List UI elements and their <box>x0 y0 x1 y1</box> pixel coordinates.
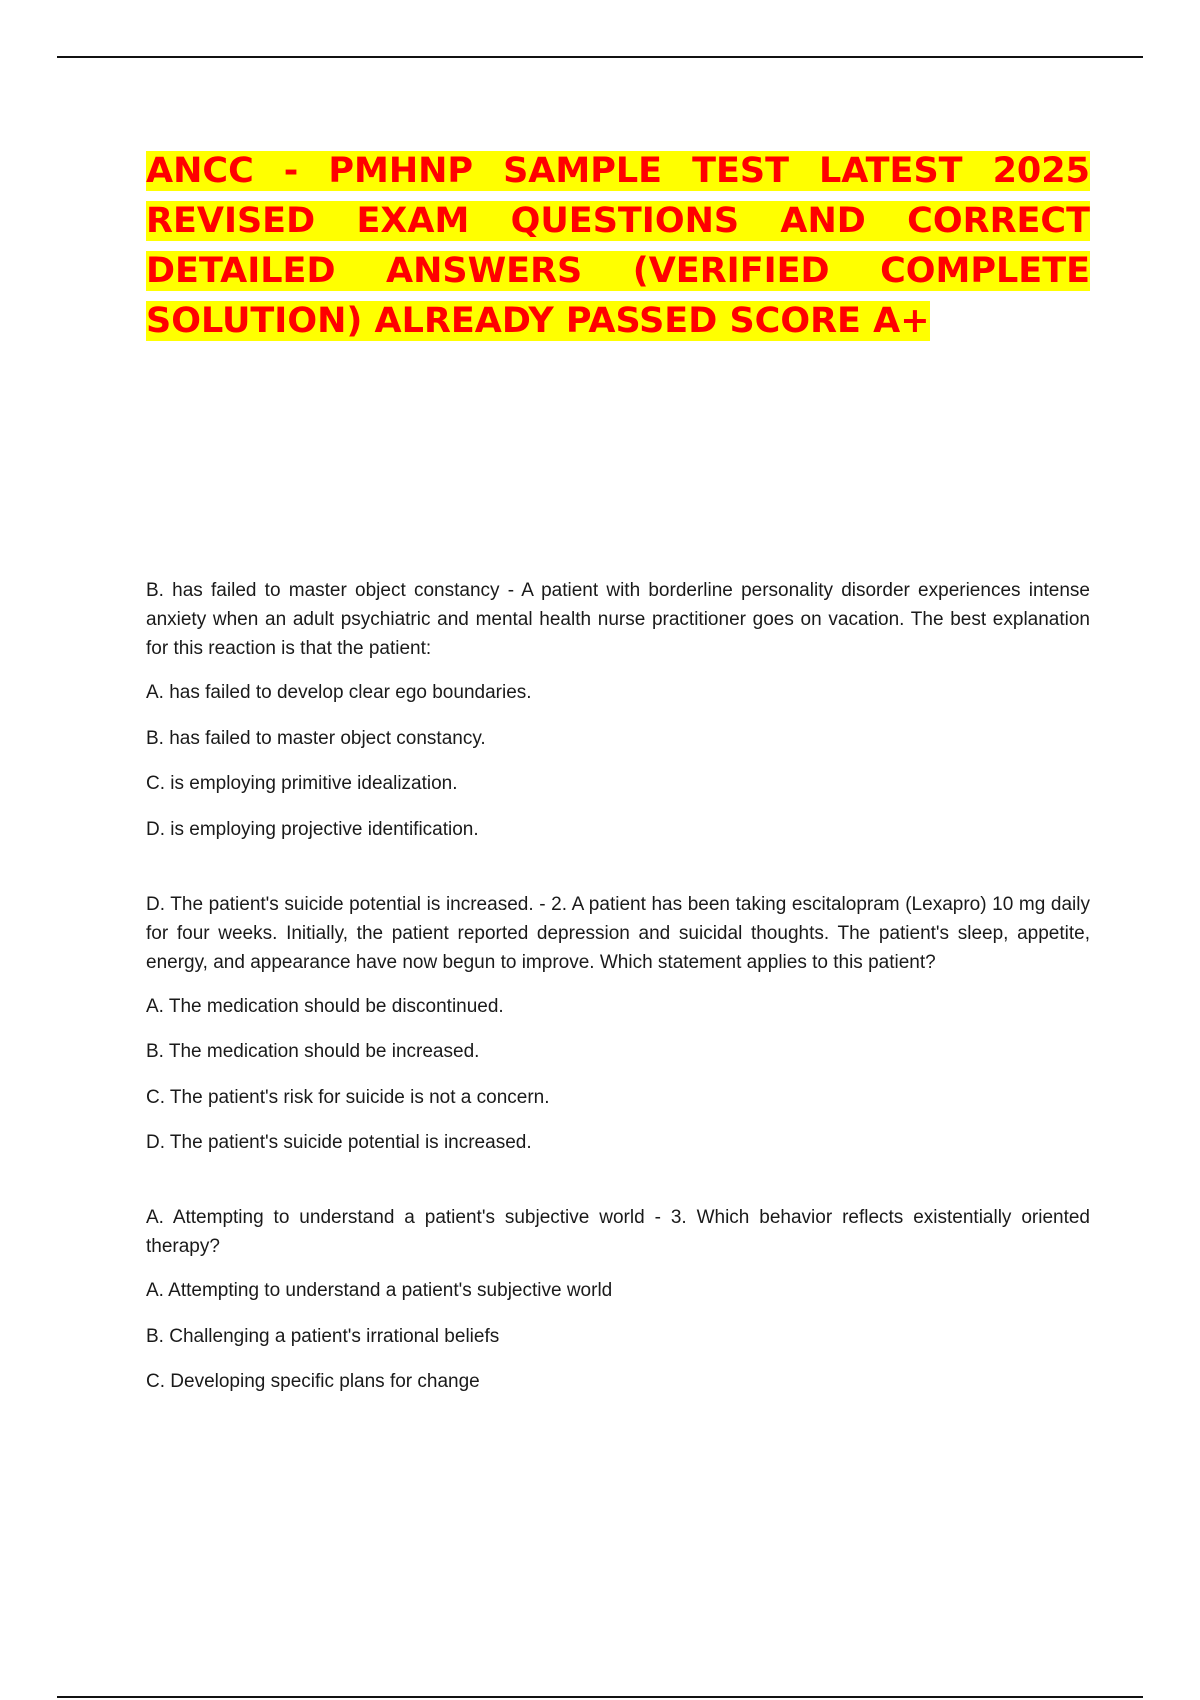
question-1 <box>146 576 1090 844</box>
answer-option: D. is employing projective identification. <box>146 818 479 840</box>
answer-options <box>146 992 1090 1158</box>
document-title <box>146 146 1090 346</box>
bottom-rule <box>57 1696 1143 1698</box>
answer-option: C. The patient's risk for suicide is not a concern. <box>146 1086 550 1108</box>
question-stem: D. The patient's suicide potential is increased. - 2. A patient has been taking escitalopram (Lexapro) 10 mg daily for four weeks. Initially, the patient reported depression and suicidal thoughts. The patient's sleep, appetite, energy, and appearance have now begun to improve. Which statement applies to this patient? <box>146 893 1090 973</box>
answer-options <box>146 678 1090 844</box>
answer-option: A. has failed to develop clear ego boundaries. <box>146 682 532 703</box>
question-2 <box>146 890 1090 1158</box>
question-3 <box>146 1203 1090 1396</box>
question-stem: A. Attempting to understand a patient's subjective world - 3. Which behavior reflects existentially oriented therapy? <box>146 1207 1090 1257</box>
answer-option: C. Developing specific plans for change <box>146 1371 480 1392</box>
answer-option: A. The medication should be discontinued. <box>146 995 504 1017</box>
answer-option: A. Attempting to understand a patient's subjective world <box>146 1280 613 1301</box>
answer-option: C. is employing primitive idealization. <box>146 773 458 794</box>
answer-options <box>146 1276 1090 1396</box>
question-list <box>146 576 1090 1396</box>
answer-option: D. The patient's suicide potential is increased. <box>146 1132 532 1153</box>
answer-option: B. Challenging a patient's irrational beliefs <box>146 1325 500 1347</box>
answer-option: B. The medication should be increased. <box>146 1041 480 1062</box>
answer-option: B. has failed to master object constancy. <box>146 727 486 749</box>
question-stem: B. has failed to master object constancy - A patient with borderline personality disorder experiences intense anxiety when an adult psychiatric and mental health nurse practitioner goes on vacation. The best explanation for this reaction is that the patient: <box>146 580 1090 659</box>
top-rule <box>57 56 1143 58</box>
page-content <box>146 146 1090 1442</box>
document-title-highlight: ANCC - PMHNP SAMPLE TEST LATEST 2025 REVISED EXAM QUESTIONS AND CORRECT DETAILED ANSWERS (VERIFIED COMPLETE SOLUTION) ALREADY PASSED SCORE A+ <box>146 151 1090 341</box>
